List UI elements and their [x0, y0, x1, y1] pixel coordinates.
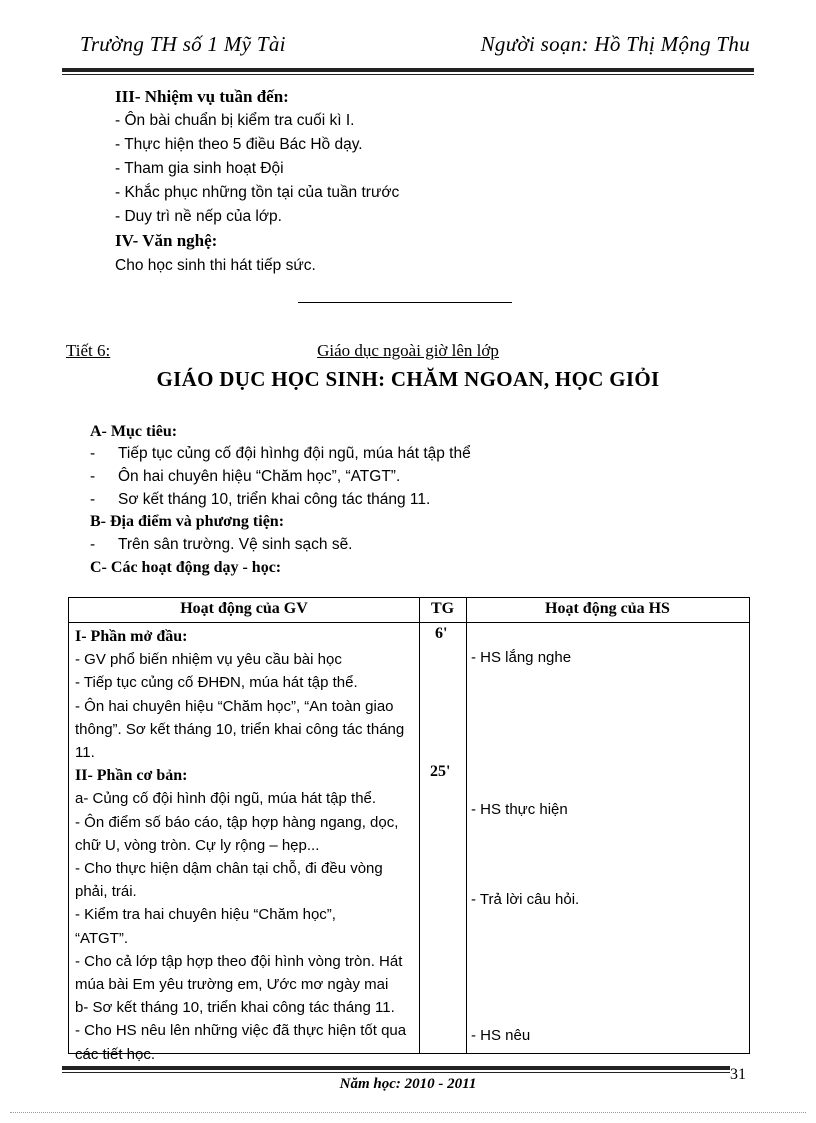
sectionA-title: A- Mục tiêu:	[90, 423, 178, 440]
header-rule-thick	[62, 68, 754, 72]
gv-line: - Ôn điểm số báo cáo, tập hợp hàng ngang, dọc,	[75, 813, 399, 831]
table-header-hs: Hoạt động của HS	[545, 600, 670, 617]
hs-activity: - HS thực hiện	[471, 801, 568, 818]
sectionA-item: - Ôn hai chuyên hiệu “Chăm học”, “ATGT”.	[90, 468, 401, 485]
hs-activity: - HS nêu	[471, 1027, 531, 1044]
header-school: Trường TH số 1 Mỹ Tài	[80, 32, 286, 56]
table-header-tg: TG	[430, 600, 455, 617]
lesson-subject	[0, 341, 816, 361]
gv-line: - Kiểm tra hai chuyên hiệu “Chăm học”,	[75, 906, 336, 924]
sectionA-item-text: Sơ kết tháng 10, triển khai công tác tháng 11.	[118, 491, 431, 508]
tg-value: 25'	[430, 763, 451, 780]
header-author: Người soạn: Hồ Thị Mộng Thu	[480, 32, 750, 56]
gv-line: - Cho HS nêu lên những việc đã thực hiện tốt qua	[75, 1022, 407, 1040]
section3-item: - Khắc phục những tồn tại của tuần trước	[115, 184, 400, 201]
gv-line: - Tiếp tục củng cố ĐHĐN, múa hát tập thể.	[75, 674, 358, 692]
lesson-subject-text: Giáo dục ngoài giờ lên lớp	[317, 341, 499, 360]
gv-line: II- Phần cơ bản:	[75, 767, 188, 785]
page-header	[70, 30, 750, 60]
gv-line: các tiết học.	[75, 1045, 156, 1063]
section3-item: - Thực hiện theo 5 điều Bác Hồ dạy.	[115, 136, 363, 153]
section4-title: IV- Văn nghệ:	[115, 231, 218, 250]
section3-item: - Duy trì nề nếp của lớp.	[115, 208, 282, 225]
table-header-gv: Hoạt động của GV	[180, 600, 308, 617]
gv-line: chữ U, vòng tròn. Cự ly rộng – hẹp...	[75, 836, 320, 854]
section3-item: - Ôn bài chuẩn bị kiểm tra cuối kì I.	[115, 112, 355, 129]
sectionA-item: - Sơ kết tháng 10, triển khai công tác tháng 11.	[90, 491, 431, 508]
sectionB-item: - Trên sân trường. Vệ sinh sạch sẽ.	[90, 536, 353, 553]
sectionA-item: - Tiếp tục củng cố đội hìnhg đội ngũ, múa hát tập thể	[90, 445, 471, 462]
tg-value: 6'	[435, 625, 448, 642]
gv-line: phải, trái.	[75, 883, 137, 901]
page-bottom-border	[10, 1112, 806, 1113]
sectionA-item-text: Ôn hai chuyên hiệu “Chăm học”, “ATGT”.	[118, 468, 401, 485]
footer-rule-thin	[62, 1072, 730, 1073]
gv-line: - Cho thực hiện dậm chân tại chỗ, đi đều vòng	[75, 860, 383, 878]
gv-line: - Ôn hai chuyên hiệu “Chăm học”, “An toàn giao	[75, 697, 394, 715]
gv-line: a- Củng cố đội hình đội ngũ, múa hát tập thể.	[75, 790, 377, 808]
lesson-period: Tiết 6:	[66, 341, 111, 360]
gv-line: - GV phổ biến nhiệm vụ yêu cầu bài học	[75, 651, 342, 669]
gv-line: I- Phần mở đầu:	[75, 628, 188, 645]
gv-line: - Cho cả lớp tập hợp theo đội hình vòng tròn. Hát	[75, 952, 403, 970]
gv-line: b- Sơ kết tháng 10, triển khai công tác tháng 11.	[75, 999, 395, 1017]
sectionC-title: C- Các hoạt động dạy - học:	[90, 559, 282, 576]
gv-line: múa bài Em yêu trường em, Ước mơ ngày mai	[75, 976, 389, 994]
gv-line: thông”. Sơ kết tháng 10, triển khai công tác tháng	[75, 720, 405, 738]
hs-activity: - HS lắng nghe	[471, 649, 572, 666]
hs-activity: - Trả lời câu hỏi.	[471, 891, 580, 908]
footer-school-year: Năm học: 2010 - 2011	[339, 1076, 477, 1092]
sectionB-title: B- Địa điểm và phương tiện:	[90, 513, 285, 530]
section-divider	[298, 302, 512, 303]
section4-text: Cho học sinh thi hát tiếp sức.	[115, 257, 316, 274]
sectionA-item-text: Tiếp tục củng cố đội hìnhg đội ngũ, múa hát tập thể	[118, 445, 471, 462]
section3-title	[115, 86, 289, 108]
footer-rule-thick	[62, 1066, 730, 1070]
gv-line: 11.	[75, 744, 95, 762]
table-cell-gv	[75, 625, 415, 1066]
activities-table	[68, 597, 750, 1063]
lesson-title: GIÁO DỤC HỌC SINH: CHĂM NGOAN, HỌC GIỎI	[156, 367, 660, 391]
sectionB-item-text: Trên sân trường. Vệ sinh sạch sẽ.	[118, 536, 353, 553]
page-number: 31	[730, 1066, 746, 1083]
section3-item: - Tham gia sinh hoạt Đội	[115, 160, 284, 177]
gv-line: “ATGT”.	[75, 929, 129, 947]
section3-title-text: III- Nhiệm vụ tuần đến:	[115, 87, 289, 106]
header-rule-thin	[62, 74, 754, 75]
